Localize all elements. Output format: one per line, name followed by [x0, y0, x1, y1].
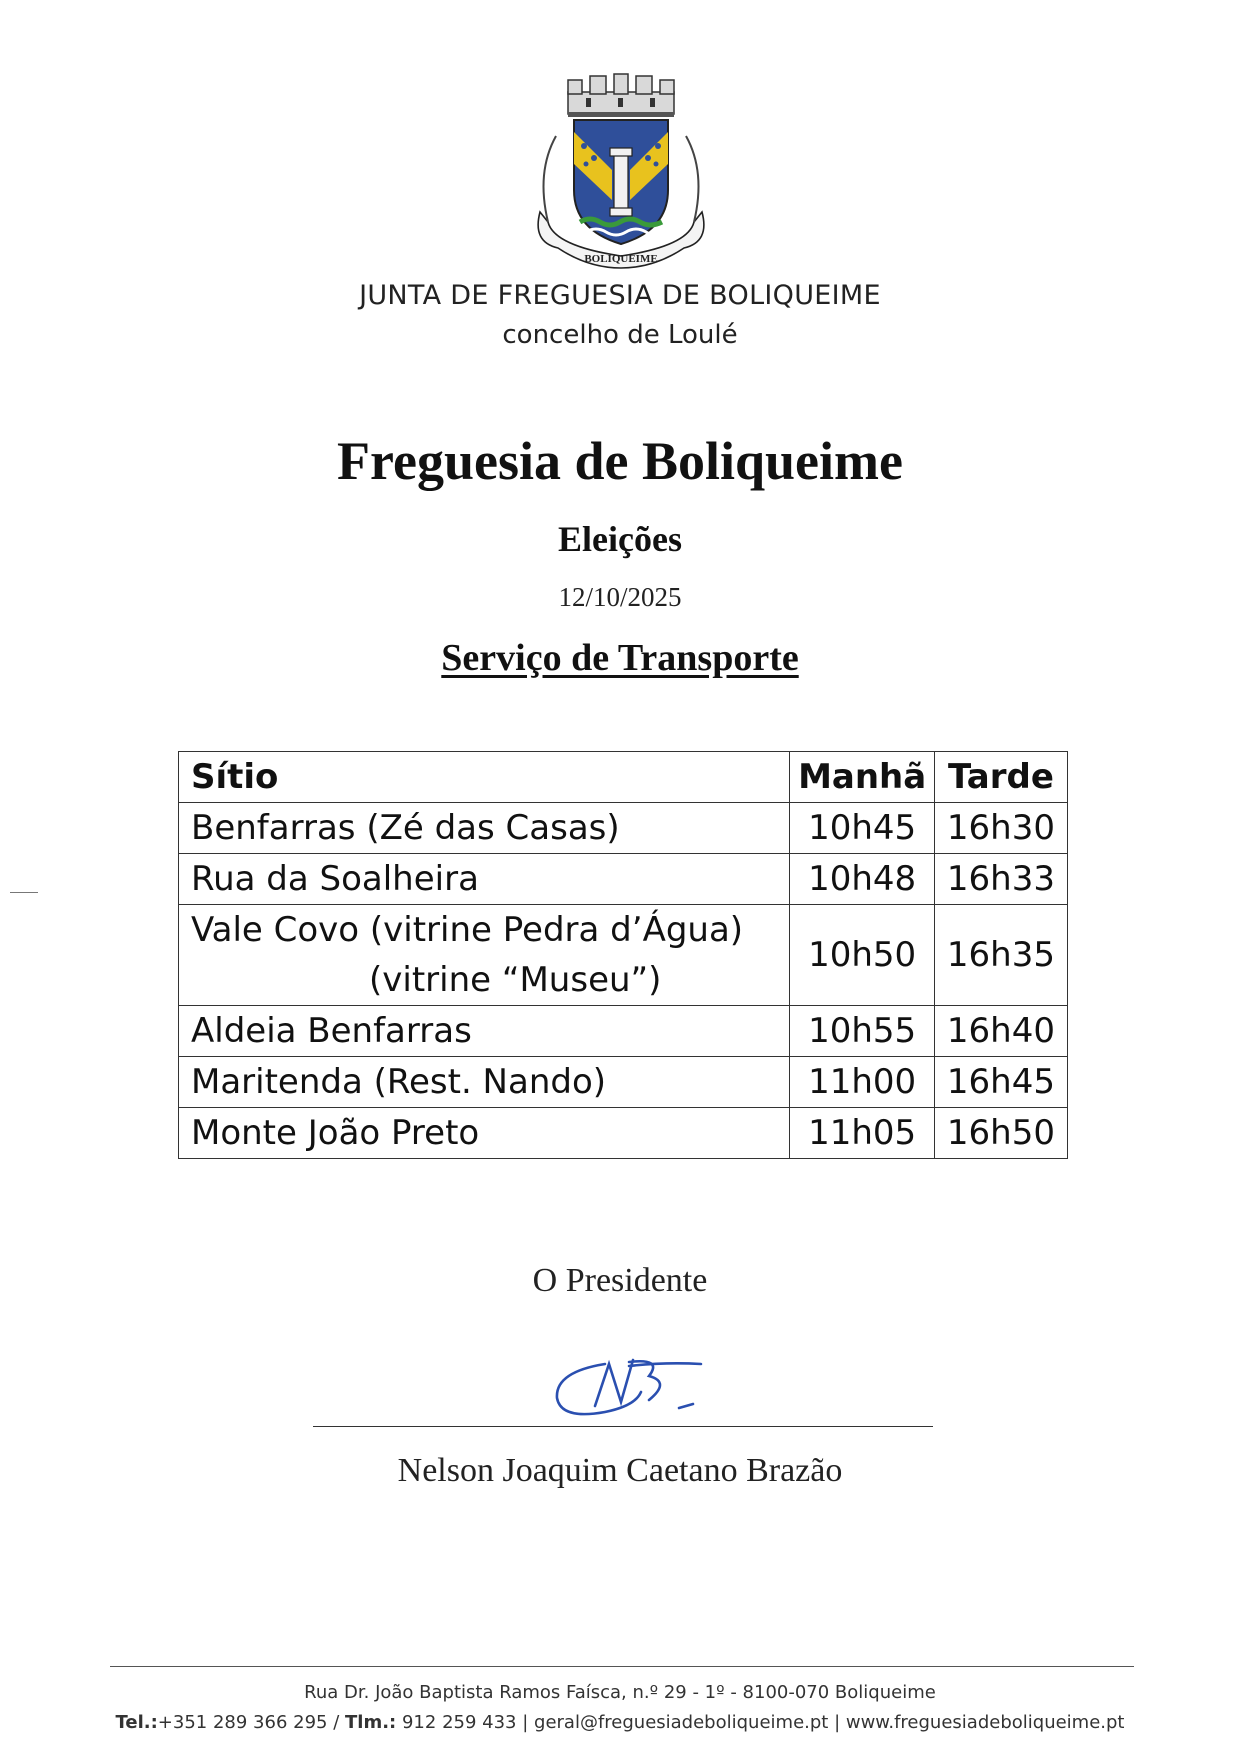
transport-schedule-table — [178, 751, 1068, 1159]
footer-address: Rua Dr. João Baptista Ramos Faísca, n.º 29 - 1º - 8100-070 Boliqueime — [304, 1682, 936, 1703]
row-site: Rua da Soalheira — [179, 854, 790, 905]
row-afternoon: 16h45 — [934, 1057, 1067, 1108]
row-afternoon: 16h50 — [934, 1108, 1067, 1159]
row-morning: 11h05 — [790, 1108, 934, 1159]
mobile-label: Tlm.: — [345, 1712, 397, 1733]
document-title: Freguesia de Boliqueime — [337, 431, 903, 491]
header-afternoon: Tarde — [934, 752, 1067, 803]
footer-contacts: Tel.:+351 289 366 295 / Tlm.: 912 259 433 | geral@freguesiadeboliqueime.pt | www.freguesiadeboliqueime.pt — [115, 1712, 1125, 1733]
table-row — [179, 803, 1068, 854]
org-name: JUNTA DE FREGUESIA DE BOLIQUEIME — [359, 280, 881, 311]
tel-label: Tel.: — [115, 1712, 158, 1733]
section-title: Serviço de Transporte — [441, 637, 799, 679]
table-header-row — [179, 752, 1068, 803]
row-morning: 11h00 — [790, 1057, 934, 1108]
municipality: concelho de Loulé — [502, 320, 738, 350]
mobile-number: 912 259 433 — [401, 1712, 517, 1733]
row-site: Benfarras (Zé das Casas) — [179, 803, 790, 854]
row-site: Monte João Preto — [179, 1108, 790, 1159]
row-morning: 10h45 — [790, 803, 934, 854]
signatory-role: O Presidente — [532, 1262, 708, 1299]
row-site: Aldeia Benfarras — [179, 1006, 790, 1057]
table-row — [179, 1057, 1068, 1108]
header-site: Sítio — [179, 752, 790, 803]
email-link[interactable]: geral@freguesiadeboliqueime.pt — [534, 1712, 829, 1733]
footer-divider — [110, 1666, 1134, 1667]
signature-line — [313, 1426, 933, 1427]
row-afternoon: 16h33 — [934, 854, 1067, 905]
row-afternoon: 16h40 — [934, 1006, 1067, 1057]
row-morning: 10h48 — [790, 854, 934, 905]
margin-mark — [10, 892, 38, 893]
website-link[interactable]: www.freguesiadeboliqueime.pt — [845, 1712, 1125, 1733]
row-morning: 10h55 — [790, 1006, 934, 1057]
table-row — [179, 905, 1068, 1006]
table-row — [179, 854, 1068, 905]
election-date: 12/10/2025 — [558, 582, 682, 612]
header-morning: Manhã — [790, 752, 934, 803]
row-afternoon: 16h35 — [934, 905, 1067, 1006]
coat-of-arms-icon — [528, 72, 714, 270]
row-site-line2: (vitrine “Museu”) — [369, 960, 662, 1000]
document-subtitle: Eleições — [558, 519, 682, 559]
row-morning: 10h50 — [790, 905, 934, 1006]
tel-number: +351 289 366 295 — [157, 1712, 328, 1733]
row-site: Maritenda (Rest. Nando) — [179, 1057, 790, 1108]
table-row — [179, 1108, 1068, 1159]
row-afternoon: 16h30 — [934, 803, 1067, 854]
president-name: Nelson Joaquim Caetano Brazão — [397, 1452, 843, 1489]
row-site — [179, 905, 790, 1006]
signature-icon — [545, 1342, 725, 1422]
row-site-line1: Vale Covo (vitrine Pedra d’Água) — [191, 910, 744, 950]
table-row — [179, 1006, 1068, 1057]
crest-banner-text: BOLIQUEIME — [584, 253, 658, 265]
